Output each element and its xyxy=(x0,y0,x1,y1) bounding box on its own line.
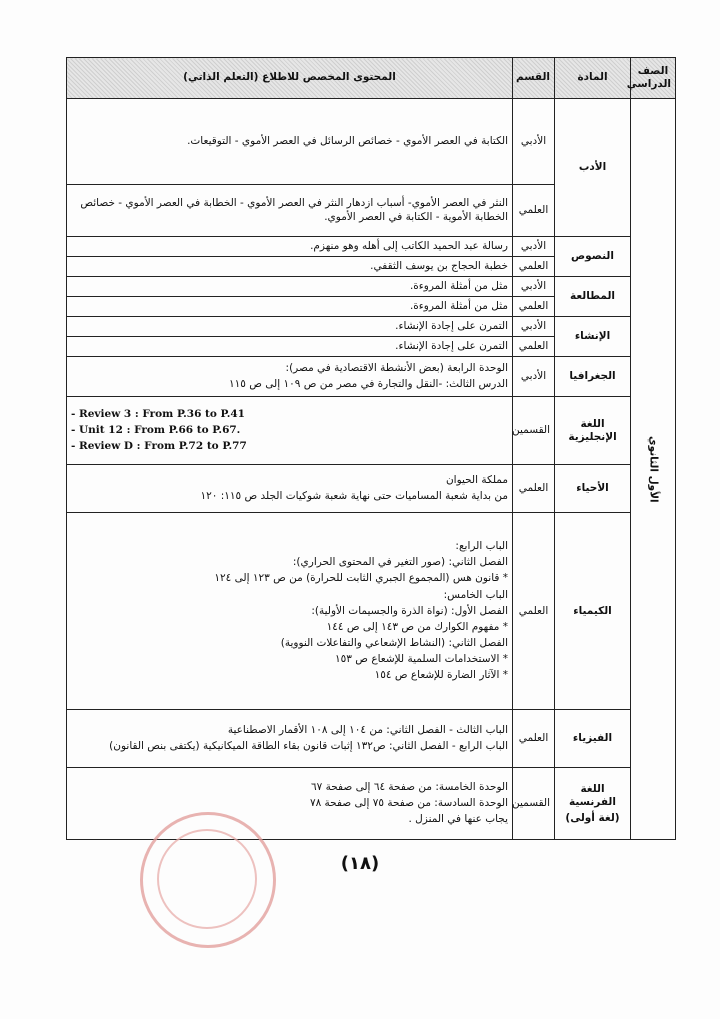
content-line: الفصل الثاني: (صور التغير في المحتوى الحراري): xyxy=(292,556,508,569)
table-row xyxy=(67,397,676,465)
content-cell: التمرن على إجادة الإنشاء. xyxy=(67,317,513,337)
dept-cell: الأدبي xyxy=(513,317,555,337)
content-line: الفصل الأول: (نواة الذرة والجسيمات الأولية): xyxy=(311,604,508,617)
dept-cell: الأدبي xyxy=(513,99,555,185)
content-line: الدرس الثالث: -النقل والتجارة في مصر من ص ١٠٩ إلى ص ١١٥ xyxy=(228,378,508,391)
subject-mutalaa: المطالعة xyxy=(555,277,631,317)
table-row xyxy=(67,768,676,840)
dept-cell: العلمي xyxy=(513,465,555,513)
subject-insha: الإنشاء xyxy=(555,317,631,357)
content-line: - Review 3 : From P.36 to P.41 xyxy=(71,408,245,421)
content-cell: النثر في العصر الأموي- أسباب ازدهار النثر في العصر الأموي - الخطابة في العصر الأموي - خصائص الخطابة الأموية - الكتابة في العصر الأموي. xyxy=(67,185,513,237)
content-cell xyxy=(67,465,513,513)
page-number: (١٨) xyxy=(340,853,380,874)
dept-cell: الأدبي xyxy=(513,237,555,257)
content-line: * مفهوم الكوارك من ص ١٤٣ إلى ص ١٤٤ xyxy=(326,620,508,633)
table-row xyxy=(67,317,676,337)
header-content: المحتوى المخصص للاطلاع (التعلم الذاتي) xyxy=(67,58,513,99)
content-cell: خطبة الحجاج بن يوسف الثقفي. xyxy=(67,257,513,277)
content-cell: الكتابة في العصر الأموي - خصائص الرسائل في العصر الأموي - التوقيعات. xyxy=(67,99,513,185)
grade-cell: الأول الثانوي xyxy=(631,99,676,840)
content-line: الوحدة الخامسة: من صفحة ٦٤ إلى صفحة ٦٧ xyxy=(311,781,508,794)
dept-cell: الأدبي xyxy=(513,357,555,397)
content-cell xyxy=(67,397,513,465)
dept-cell: العلمي xyxy=(513,513,555,710)
content-line: - Unit 12 : From P.66 to P.67. xyxy=(71,424,241,437)
content-line: * الآثار الضارة للإشعاع ص ١٥٤ xyxy=(374,669,508,682)
subject-french xyxy=(555,768,631,840)
content-cell: التمرن على إجادة الإنشاء. xyxy=(67,337,513,357)
table-row xyxy=(67,710,676,768)
dept-cell: العلمي xyxy=(513,337,555,357)
dept-cell: العلمي xyxy=(513,185,555,237)
content-line: يجاب عنها في المنزل . xyxy=(408,813,508,826)
table-row xyxy=(67,99,676,185)
subject-line: (لغة أولى) xyxy=(565,811,620,824)
header-grade: الصف الدراسي xyxy=(631,58,676,99)
content-line: الباب الرابع - الفصل الثاني: ص١٣٢ إثبات قانون بقاء الطاقة الميكانيكية (يكتفى بنص القانون) xyxy=(109,740,508,753)
dept-cell: الأدبي xyxy=(513,277,555,297)
header-department: القسم xyxy=(513,58,555,99)
content-line: من بداية شعبة المساميات حتى نهاية شعبة شوكيات الجلد ص ١١٥: ١٢٠ xyxy=(200,490,508,503)
content-cell: مثل من أمثلة المروءة. xyxy=(67,297,513,317)
dept-cell: القسمين xyxy=(513,397,555,465)
content-line: * الاستخدامات السلمية للإشعاع ص ١٥٣ xyxy=(335,653,508,666)
content-line: مملكة الحيوان xyxy=(445,474,508,487)
content-cell xyxy=(67,357,513,397)
content-line: الباب الخامس: xyxy=(443,588,508,601)
subject-biology: الأحياء xyxy=(555,465,631,513)
dept-cell: العلمي xyxy=(513,710,555,768)
header-subject: المادة xyxy=(555,58,631,99)
table-row xyxy=(67,237,676,257)
content-line: * قانون هس (المجموع الجبري الثابت للحرارة) من ص ١٢٣ إلى ١٢٤ xyxy=(214,572,508,585)
table-row xyxy=(67,357,676,397)
content-cell xyxy=(67,513,513,710)
content-line: الفصل الثاني: (النشاط الإشعاعي والتفاعلات النووية) xyxy=(280,636,508,649)
table-row xyxy=(67,465,676,513)
subject-adab: الأدب xyxy=(555,99,631,237)
content-cell: رسالة عبد الحميد الكاتب إلى أهله وهو منهزم. xyxy=(67,237,513,257)
content-line: الوحدة الرابعة (بعض الأنشطة الاقتصادية في مصر): xyxy=(285,362,508,374)
dept-cell: القسمين xyxy=(513,768,555,840)
content-cell xyxy=(67,768,513,840)
stamp-inner-ring xyxy=(157,829,257,929)
table-header-row xyxy=(67,58,676,99)
subject-line: اللغة الفرنسية xyxy=(569,782,616,808)
subject-chemistry: الكيمياء xyxy=(555,513,631,710)
content-line: - Review D : From P.72 to P.77 xyxy=(71,440,247,453)
subject-physics: الفيزياء xyxy=(555,710,631,768)
content-line: الباب الرابع: xyxy=(455,540,508,553)
dept-cell: العلمي xyxy=(513,297,555,317)
dept-cell: العلمي xyxy=(513,257,555,277)
subject-english: اللغة الإنجليزية xyxy=(555,397,631,465)
content-line: الوحدة السادسة: من صفحة ٧٥ إلى صفحة ٧٨ xyxy=(309,797,508,810)
subject-nusus: النصوص xyxy=(555,237,631,277)
content-cell xyxy=(67,710,513,768)
official-stamp xyxy=(140,812,276,948)
content-line: الباب الثالث - الفصل الثاني: من ١٠٤ إلى ١٠٨ الأقمار الاصطناعية xyxy=(227,724,508,737)
table-row xyxy=(67,513,676,710)
subject-geography: الجغرافيا xyxy=(555,357,631,397)
table-row xyxy=(67,277,676,297)
curriculum-table xyxy=(66,57,676,840)
content-cell: مثل من أمثلة المروءة. xyxy=(67,277,513,297)
